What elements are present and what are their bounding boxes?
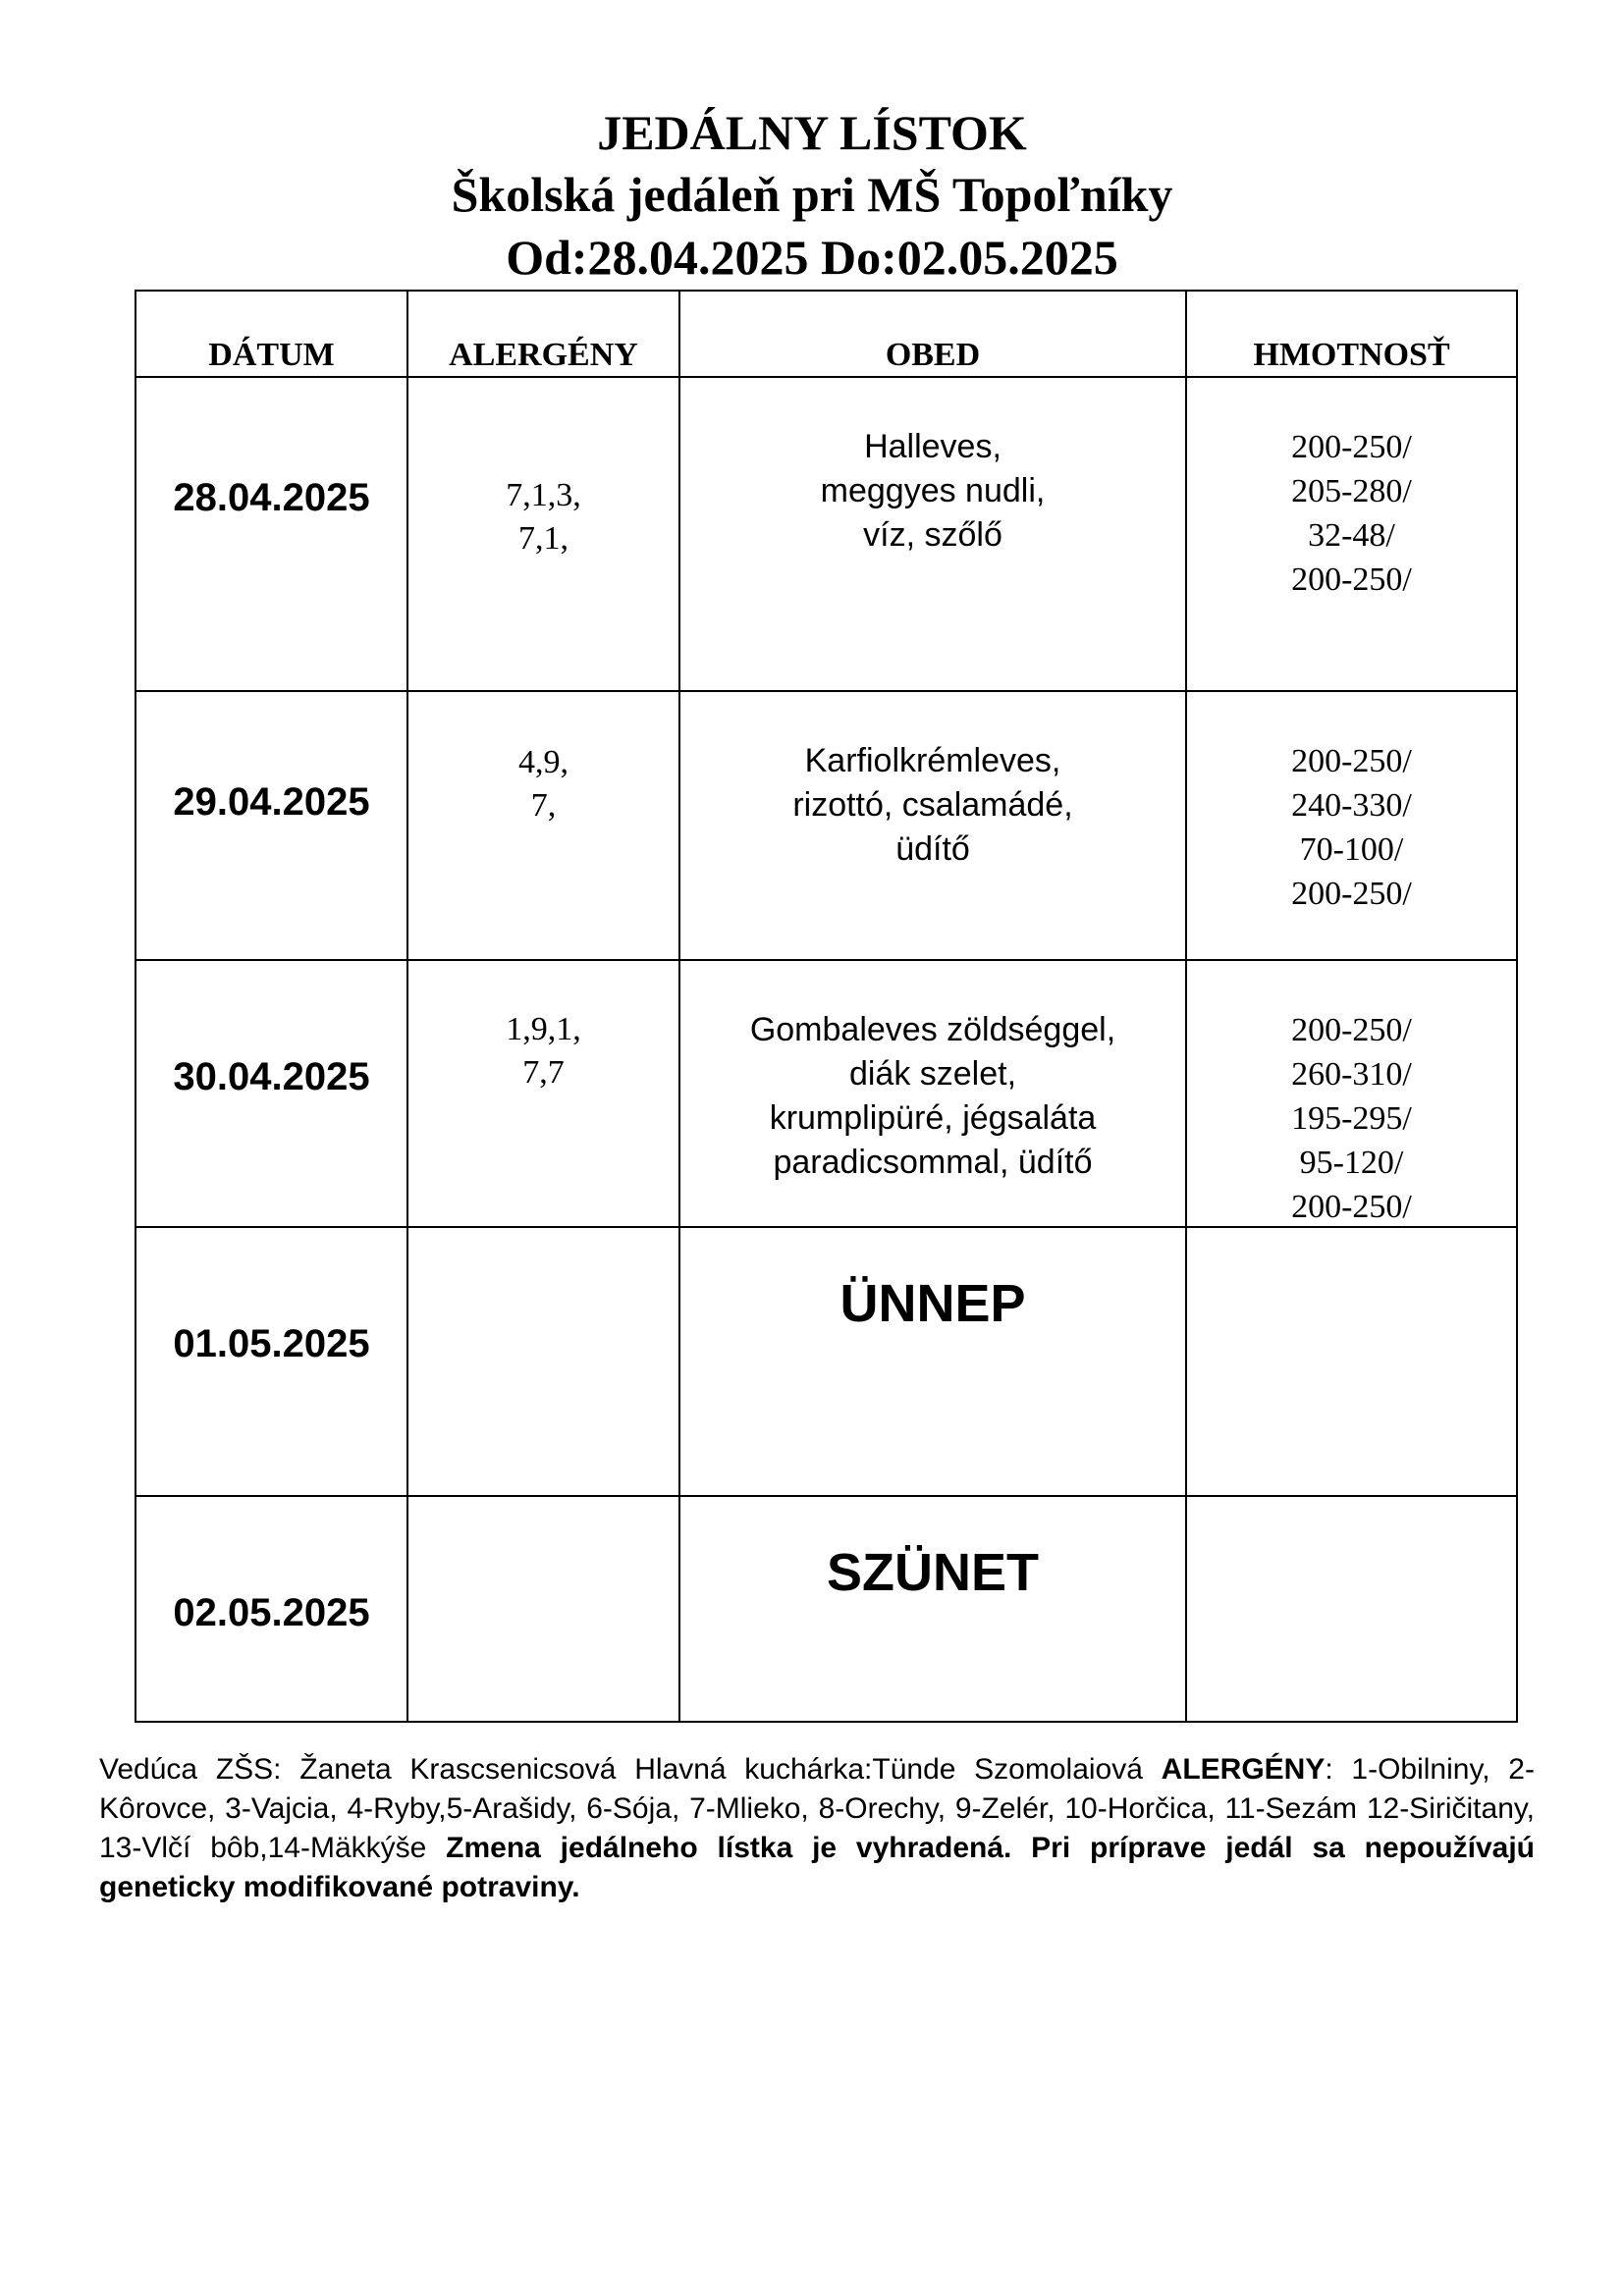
row-lunch: Karfiolkrémleves, rizottó, csalamádé, üdítő	[792, 742, 1073, 868]
row-allergens	[408, 1497, 678, 1721]
row-date: 28.04.2025	[173, 476, 370, 519]
column-header-lunch: OBED	[679, 291, 1186, 377]
row-allergens: 7,1,3, 7,1,	[506, 477, 581, 557]
row-allergens: 4,9, 7,	[518, 744, 568, 824]
canteen-name: Školská jedáleň pri MŠ Topoľníky	[451, 167, 1173, 222]
row-date: 01.05.2025	[173, 1322, 370, 1365]
row-weights	[1187, 1228, 1516, 1495]
row-lunch: Halleves, meggyes nudli, víz, szőlő	[820, 428, 1046, 554]
footer-note	[99, 1750, 1535, 1907]
row-weights: 200-250/ 205-280/ 32-48/ 200-250/	[1291, 429, 1412, 598]
menu-table	[135, 290, 1518, 1723]
menu-title: JEDÁLNY LÍSTOK	[597, 105, 1027, 160]
holiday-label: ÜNNEP	[839, 1274, 1026, 1333]
row-lunch: Gombaleves zöldséggel, diák szelet, krumplipüré, jégsaláta paradicsommal, üdítő	[749, 1011, 1116, 1181]
column-header-allergens: ALERGÉNY	[407, 291, 679, 377]
table-row	[135, 1227, 1517, 1496]
table-header-row	[135, 291, 1517, 377]
row-weights: 200-250/ 240-330/ 70-100/ 200-250/	[1291, 743, 1412, 912]
table-row	[135, 1496, 1517, 1722]
allergens-legend: : 1-Obilniny, 2-Kôrovce, 3-Vajcia, 4-Ryby,5-Arašidy, 6-Sója, 7-Mlieko, 8-Orechy, 9-Zelér, 10-Horčica, 11-Sezám 12-Siričitany, 13-Vlčí bôb,14-Mäkkýše	[99, 1753, 1535, 1864]
staff-info: Vedúca ZŠS: Žaneta Krascsenicsová Hlavná kuchárka:Tünde Szomolaiová	[99, 1753, 1162, 1786]
row-weights: 200-250/ 260-310/ 195-295/ 95-120/ 200-250/	[1291, 1012, 1412, 1225]
row-date: 30.04.2025	[173, 1055, 370, 1098]
row-date: 29.04.2025	[173, 780, 370, 824]
row-weights	[1187, 1497, 1516, 1721]
break-label: SZÜNET	[827, 1543, 1039, 1602]
table-row	[135, 691, 1517, 960]
date-range: Od:28.04.2025 Do:02.05.2025	[506, 230, 1118, 285]
row-allergens	[408, 1228, 678, 1495]
allergens-label: ALERGÉNY	[1161, 1753, 1326, 1786]
table-row	[135, 960, 1517, 1227]
column-header-date: DÁTUM	[135, 291, 407, 377]
column-header-weight: HMOTNOSŤ	[1186, 291, 1517, 377]
row-allergens: 1,9,1, 7,7	[506, 1011, 581, 1091]
table-row	[135, 377, 1517, 691]
row-date: 02.05.2025	[173, 1591, 370, 1634]
disclaimer: Zmena jedálneho lístka je vyhradená. Pri príprave jedál sa nepoužívajú geneticky modifikované potraviny.	[99, 1832, 1535, 1903]
